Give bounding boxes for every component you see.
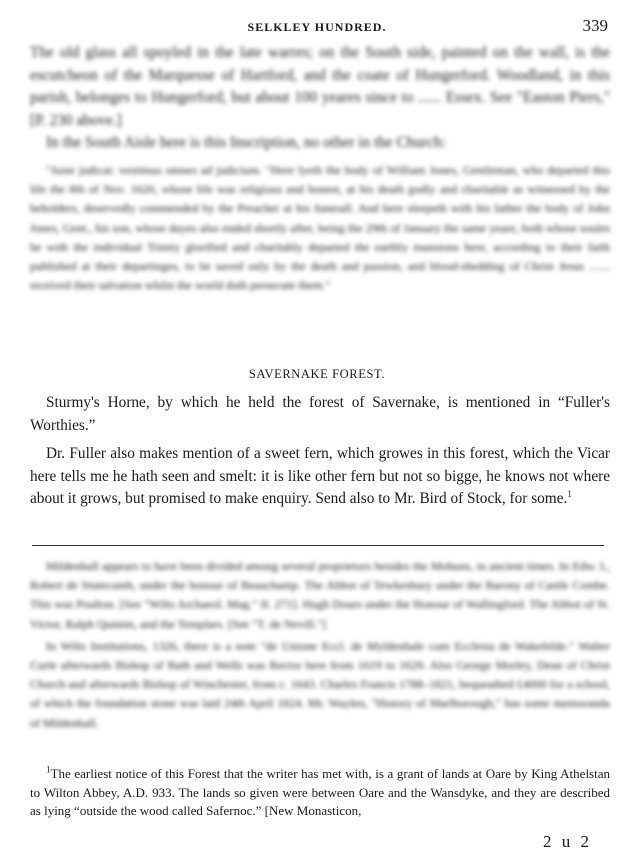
running-head: SELKLEY HUNDRED.	[247, 20, 387, 34]
paragraph-sturmys-horne: Sturmy's Horne, by which he held the forest of Savernake, is mentioned in “Fuller's Worthies.”	[30, 394, 610, 434]
footnote-divider	[32, 545, 604, 546]
signature-mark: 2 u 2	[543, 832, 592, 851]
inscription-quote: "Juste judicat: vestimus omnes ad judicium. "Here lyeth the body of William Jones, Gentleman, who departed this life the 8th of Nov. 1620, whose life was religious and honest, at his death godly and charitable as witnessed by the beholders, deservedly commended by the Preacher at his funerall. And here sleepeth with his father the body of John Jones, Gent., his son, whose dayes also ended shortly after, being the 29th of January the same yeare, both whose soules be with the individual Trinity glorified and charitably departed the earthly mansions here, according to their faith published at their departinges, to be saved only by the death and passion, and blood-shedding of Christ Jesus ....... received their salvation whilst the world doth persecute them."	[30, 162, 610, 293]
footnote-text-paragraph	[30, 765, 610, 821]
note-wilts-institutions: In Wilts Institutions, 1326, there is a note "de Unione Eccl. de Myldenhale cum Ecclesia de Wakefelde." Walter Curle afterwards Bishop of Bath and Wells was Rector here from 1619 to 1629. Also George Morley, Dean of Christ Church and afterwards Bishop of Winchester, from c. 1643. Charles Francis 1788–1821, bequeathed £4000 for a school, of which the foundation stone was laid 24th April 1824. Mr. Waylen, "History of Marlborough," has some memoranda of Mildenhall.	[30, 638, 610, 730]
paragraph-inscription-intro: In the South Aisle here is this Inscription, no other in the Church:	[46, 134, 446, 152]
footnote-mark: 1	[46, 764, 51, 775]
paragraph-sweet-fern	[30, 443, 610, 511]
page-header	[0, 14, 634, 40]
top-blurred-text	[30, 42, 610, 295]
footnote-text: The earliest notice of this Forest that the writer has met with, is a grant of lands at Oare by King Athelstan to Wilton Abbey, A.D. 933. The lands so given were between Oare and the Wansdyke, and they are described as lying “outside the wood called Safernoc.” [New Monasticon,	[30, 766, 610, 819]
blurred-notes	[30, 557, 610, 733]
paragraph-sweet-fern-text: Dr. Fuller also makes mention of a sweet fern, which growes in this forest, which the Vicar here tells me he hath seen and smelt: it is like other fern but not so bigge, he knows not where about it grows, but promised to make enquiry. Send also to Mr. Bird of Stock, for some.	[30, 445, 610, 508]
paragraph-church-glass: The old glass all spoyled in the late warres; on the South side, painted on the wall, is the escutcheon of the Marquesse of Hartford, and the coate of Hungerford. Woodland, in this parish, belonges to Hungerford, but about 100 yeares since to ...... Essex. See "Easton Piers," [P. 230 above.]	[30, 44, 610, 129]
section-title: SAVERNAKE FOREST.	[248, 367, 386, 381]
note-mildenhall-proprietors: Mildenhall appears to have been divided among several proprietors besides the Mohuns, in ancient times. In Edw. I., Robert de Stutecumb, under the honour of Beauchamp. The Abbot of Tewkesbury under the Barony of Castle Combe. This was Poulton. [See "Wilts Archaeol. Mag." II. 271]. Hugh Dours under the Honour of Wallingford. The Abbot of St. Victor, Ralph Quintin, and the Templars. [See "T. de Nevill."]	[30, 559, 610, 631]
page-number: 339	[582, 16, 608, 35]
footnote	[30, 765, 610, 821]
footnote-reference: 1	[567, 489, 572, 500]
savernake-section	[30, 392, 610, 511]
